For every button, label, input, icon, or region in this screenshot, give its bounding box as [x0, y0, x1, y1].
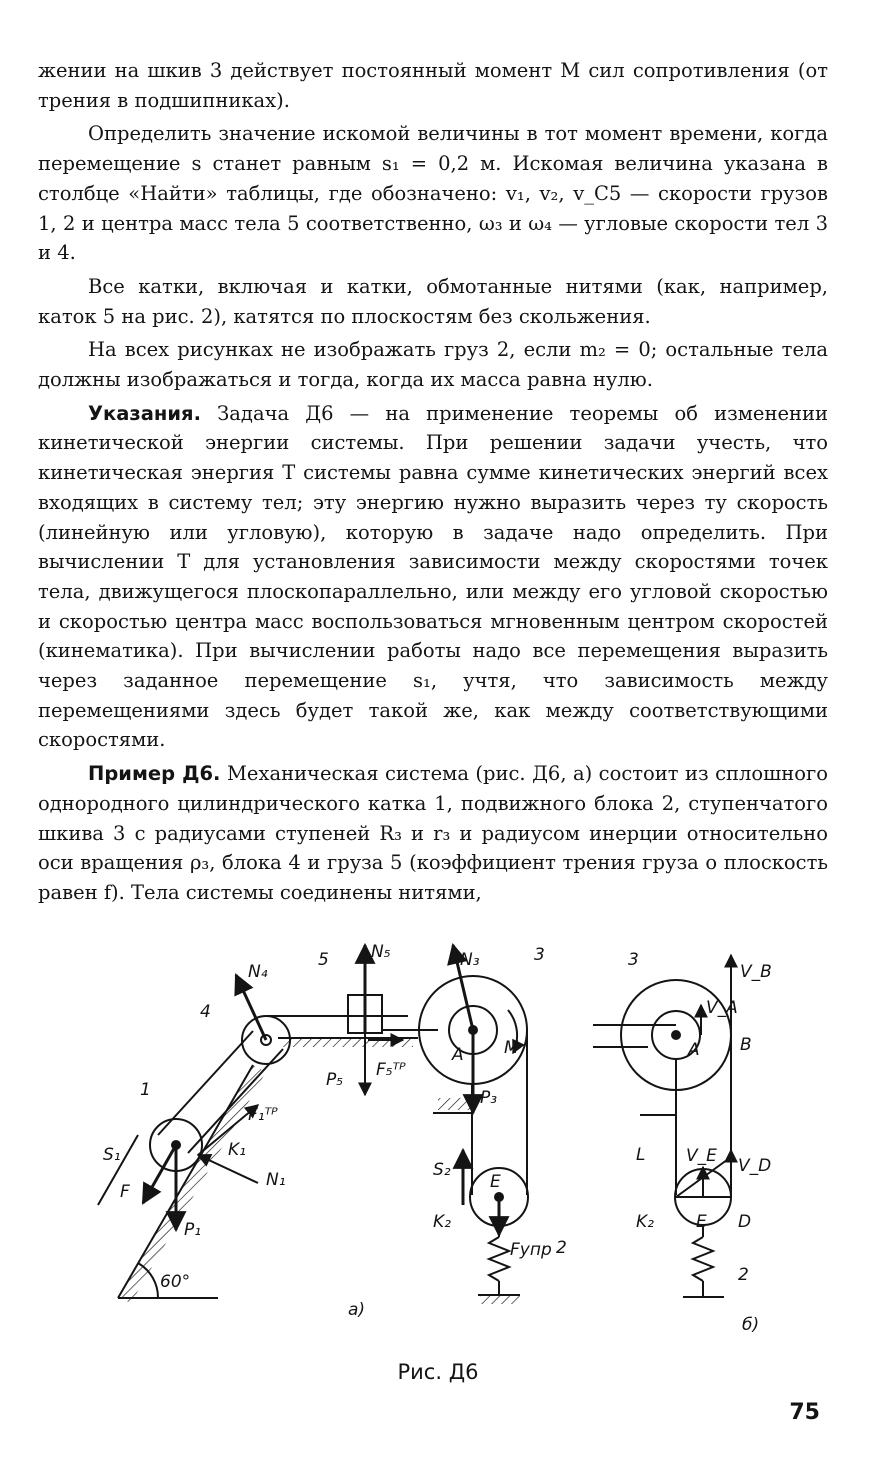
label-b-k2: K₂ — [636, 1212, 654, 1232]
label-va: V_A — [706, 998, 738, 1018]
label-body-3: 3 — [534, 945, 545, 965]
label-b-a: A — [688, 1040, 700, 1060]
example-lead: Пример Д6. — [88, 762, 221, 786]
label-b-body-3: 3 — [628, 950, 639, 970]
label-part-a: а) — [348, 1300, 366, 1320]
label-n1: N₁ — [266, 1170, 286, 1190]
label-body-4: 4 — [200, 1002, 211, 1022]
label-p5: P₅ — [326, 1070, 344, 1090]
label-a: A — [452, 1045, 464, 1065]
label-body-2: 2 — [556, 1238, 567, 1258]
label-f5tr: F₅ᵀᴾ — [376, 1060, 406, 1080]
label-b-2: 2 — [738, 1265, 749, 1285]
label-part-b: б) — [742, 1315, 760, 1335]
label-s1: S₁ — [103, 1145, 121, 1165]
label-body-5: 5 — [318, 950, 329, 970]
paragraph-4: На всех рисунках не изображать груз 2, если m₂ = 0; остальные тела должны изображаться и тогда, когда их масса равна нулю. — [38, 338, 828, 392]
label-body-1: 1 — [140, 1080, 151, 1100]
mechanism-diagram — [88, 935, 858, 1355]
label-vb: V_B — [740, 962, 772, 982]
label-angle: 60° — [160, 1272, 191, 1292]
label-vd: V_D — [738, 1156, 772, 1176]
b-spring-zigzag — [693, 1237, 713, 1281]
spring-base-hatch — [480, 1296, 520, 1304]
paragraph-5 — [38, 399, 828, 755]
body-text — [38, 56, 828, 908]
paragraph-1: жении на шкив 3 действует постоянный момент M сил сопротивления (от трения в подшипниках). — [38, 59, 828, 112]
paragraph-3: Все катки, включая и катки, обмотанные нитями (как, например, каток 5 на рис. 2), катятся по плоскостям без скольжения. — [38, 274, 828, 328]
label-s2: S₂ — [433, 1160, 451, 1180]
b-pulley-3-center — [672, 1031, 680, 1039]
f-arrow — [143, 1145, 176, 1203]
label-b-d: D — [738, 1212, 752, 1232]
example-text: Механическая система (рис. Д6, a) состоит из сплошного однородного цилиндрического катка 1, подвижного блока 2, ступенчатого шкива 3 с радиусами ступеней R₃ и r₃ и радиусом инерции относительно оси вращения ρ₃, блока 4 и груза 5 (коэффициент трения груза о плоскость равен f). Тела системы соединены нитями, — [38, 762, 828, 904]
label-k2: K₂ — [433, 1212, 451, 1232]
label-fupr: Fупр — [510, 1240, 552, 1260]
label-b-e: E — [696, 1212, 707, 1232]
label-e: E — [490, 1172, 501, 1192]
label-k1: K₁ — [228, 1140, 246, 1160]
label-m: M — [504, 1038, 519, 1058]
paragraph-6 — [38, 759, 828, 908]
instructions-text: Задача Д6 — на применение теоремы об изменении кинетической энергии системы. При решении задачи учесть, что кинетическая энергия T системы равна сумме кинетических энергий всех входящих в систему тел; эту энергию нужно выразить через ту скорость (линейную или угловую), которую в задаче надо определить. При вычислении T для установления зависимости между скоростями точек тела, движущегося плоскопараллельно, или между его угловой скоростью и скоростью центра масс воспользоваться мгновенным центром скоростей (кинематика). При вычислении работы надо все перемещения выразить через заданное перемещение s₁, учтя, что зависимость между перемещениями здесь будет такой же, как между соответствующими скоростями. — [38, 401, 829, 752]
page-number: 75 — [789, 1400, 820, 1425]
label-p1: P₁ — [184, 1220, 202, 1240]
label-ve: V_E — [686, 1146, 717, 1166]
instructions-lead: Указания. — [88, 401, 201, 425]
figure-d6 — [88, 935, 858, 1355]
label-f1tr: F₁ᵀᴾ — [248, 1105, 278, 1125]
label-n3: N₃ — [460, 950, 480, 970]
label-n4: N₄ — [248, 962, 268, 982]
incline-hatch — [118, 1065, 266, 1303]
label-b-l: L — [636, 1145, 646, 1165]
label-b-b: B — [740, 1035, 752, 1055]
paragraph-2: Определить значение искомой величины в тот момент времени, когда перемещение s станет равным s₁ = 0,2 м. Искомая величина указана в столбце «Найти» таблицы, где обозначено: v₁, v₂, v_C5 — скорости грузов 1, 2 и центра масс тела 5 соответственно, ω₃ и ω₄ — угловые скорости тел 3 и 4. — [38, 122, 828, 265]
label-p3: P₃ — [480, 1088, 498, 1108]
label-n5: N₅ — [371, 942, 391, 962]
n4-arrow — [236, 975, 266, 1040]
label-f: F — [120, 1182, 130, 1202]
spring-zigzag — [489, 1237, 509, 1281]
support-3-hatch — [438, 1098, 473, 1110]
figure-caption: Рис. Д6 — [397, 1360, 479, 1384]
